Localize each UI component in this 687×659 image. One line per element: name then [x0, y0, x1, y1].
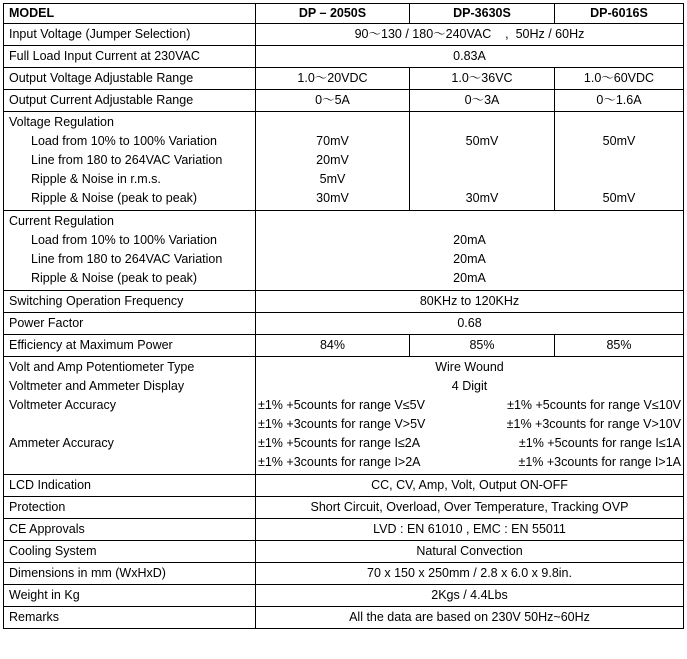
output-current-value: 0～5A [256, 90, 410, 112]
current-regulation-row [4, 211, 684, 291]
cr-value: 20mA [453, 271, 486, 285]
weight-value: 2Kgs / 4.4Lbs [256, 585, 684, 607]
vr-value: 50mV [602, 191, 636, 205]
accuracy-right: ±1% +5counts for range V≤10V [507, 398, 681, 412]
vr-sub-label: Ripple & Noise (peak to peak) [31, 191, 198, 205]
vr-value: 50mV [465, 134, 499, 148]
full-load-label: Full Load Input Current at 230VAC [4, 46, 256, 68]
model-dp3630s: DP-3630S [410, 4, 555, 24]
cooling-value: Natural Convection [256, 541, 684, 563]
model-dp6016s: DP-6016S [555, 4, 684, 24]
cr-values [256, 211, 684, 291]
current-regulation-labels [4, 211, 256, 291]
efficiency-row [4, 335, 684, 357]
remarks-row [4, 607, 684, 629]
vr-value: 30mV [316, 191, 349, 205]
voltage-regulation-labels [4, 112, 256, 211]
spec-table [3, 3, 684, 629]
efficiency-value: 84% [256, 335, 410, 357]
voltmeter-accuracy-label: Voltmeter Accuracy [9, 398, 116, 412]
ce-label: CE Approvals [4, 519, 256, 541]
cooling-row [4, 541, 684, 563]
protection-label: Protection [4, 497, 256, 519]
model-dp2050s: DP – 2050S [256, 4, 410, 24]
power-factor-row [4, 313, 684, 335]
protection-row [4, 497, 684, 519]
cr-sub-label: Line from 180 to 264VAC Variation [31, 252, 223, 266]
vr-value: 5mV [319, 172, 346, 186]
accuracy-line [258, 415, 681, 434]
full-load-row [4, 46, 684, 68]
lcd-label: LCD Indication [4, 475, 256, 497]
switching-frequency-row [4, 291, 684, 313]
display-label: Voltmeter and Ammeter Display [9, 379, 185, 393]
dimensions-value: 70 x 150 x 250mm / 2.8 x 6.0 x 9.8in. [256, 563, 684, 585]
header-row [4, 4, 684, 24]
remarks-label: Remarks [4, 607, 256, 629]
pot-type-label: Volt and Amp Potentiometer Type [9, 360, 195, 374]
vr-sub-label: Ripple & Noise in r.m.s. [31, 172, 161, 186]
meters-row [4, 357, 684, 475]
display-value: 4 Digit [451, 379, 488, 393]
power-factor-label: Power Factor [4, 313, 256, 335]
accuracy-left: ±1% +3counts for range V>5V [258, 417, 426, 431]
cooling-label: Cooling System [4, 541, 256, 563]
output-voltage-value: 1.0～36VC [410, 68, 555, 90]
accuracy-left: ±1% +5counts for range I≤2A [258, 436, 421, 450]
efficiency-label: Efficiency at Maximum Power [4, 335, 256, 357]
accuracy-line [258, 434, 681, 453]
full-load-value: 0.83A [256, 46, 684, 68]
protection-value: Short Circuit, Overload, Over Temperature, Tracking OVP [256, 497, 684, 519]
efficiency-value: 85% [555, 335, 684, 357]
lcd-value: CC, CV, Amp, Volt, Output ON-OFF [256, 475, 684, 497]
model-header: MODEL [4, 4, 256, 24]
ammeter-accuracy-label: Ammeter Accuracy [9, 436, 114, 450]
input-voltage-row [4, 24, 684, 46]
output-voltage-value: 1.0～60VDC [555, 68, 684, 90]
output-current-value: 0～3A [410, 90, 555, 112]
output-voltage-label: Output Voltage Adjustable Range [4, 68, 256, 90]
accuracy-line [258, 396, 681, 415]
cr-value: 20mA [453, 252, 486, 266]
output-current-value: 0～1.6A [555, 90, 684, 112]
accuracy-left: ±1% +5counts for range V≤5V [258, 398, 425, 412]
ce-row [4, 519, 684, 541]
vr-sub-label: Line from 180 to 264VAC Variation [31, 153, 223, 167]
cr-sub-label: Load from 10% to 100% Variation [31, 233, 217, 247]
vr-col2 [410, 112, 555, 211]
accuracy-left: ±1% +3counts for range I>2A [258, 455, 421, 469]
accuracy-right: ±1% +3counts for range V>10V [506, 417, 681, 431]
remarks-value: All the data are based on 230V 50Hz~60Hz [256, 607, 684, 629]
efficiency-value: 85% [410, 335, 555, 357]
lcd-row [4, 475, 684, 497]
accuracy-line [258, 453, 681, 472]
vr-value: 20mV [316, 153, 349, 167]
pot-type-value: Wire Wound [435, 360, 504, 374]
vr-col3 [555, 112, 684, 211]
current-regulation-title: Current Regulation [9, 214, 114, 228]
dimensions-label: Dimensions in mm (WxHxD) [4, 563, 256, 585]
output-voltage-value: 1.0～20VDC [256, 68, 410, 90]
voltage-regulation-title: Voltage Regulation [9, 115, 114, 129]
dimensions-row [4, 563, 684, 585]
vr-value: 50mV [602, 134, 636, 148]
vr-value: 30mV [465, 191, 499, 205]
input-voltage-value: 90～130 / 180～240VAC , 50Hz / 60Hz [256, 24, 684, 46]
output-voltage-row [4, 68, 684, 90]
vr-col1 [256, 112, 410, 211]
meters-labels [4, 357, 256, 475]
weight-label: Weight in Kg [4, 585, 256, 607]
cr-value: 20mA [453, 233, 486, 247]
output-current-label: Output Current Adjustable Range [4, 90, 256, 112]
meters-values [256, 357, 684, 475]
switching-frequency-value: 80KHz to 120KHz [256, 291, 684, 313]
input-voltage-label: Input Voltage (Jumper Selection) [4, 24, 256, 46]
output-current-row [4, 90, 684, 112]
vr-value: 70mV [316, 134, 349, 148]
accuracy-right: ±1% +5counts for range I≤1A [518, 436, 681, 450]
ce-value: LVD : EN 61010 , EMC : EN 55011 [256, 519, 684, 541]
voltage-regulation-row [4, 112, 684, 211]
power-factor-value: 0.68 [256, 313, 684, 335]
cr-sub-label: Ripple & Noise (peak to peak) [31, 271, 198, 285]
accuracy-right: ±1% +3counts for range I>1A [518, 455, 681, 469]
vr-sub-label: Load from 10% to 100% Variation [31, 134, 217, 148]
weight-row [4, 585, 684, 607]
switching-frequency-label: Switching Operation Frequency [4, 291, 256, 313]
